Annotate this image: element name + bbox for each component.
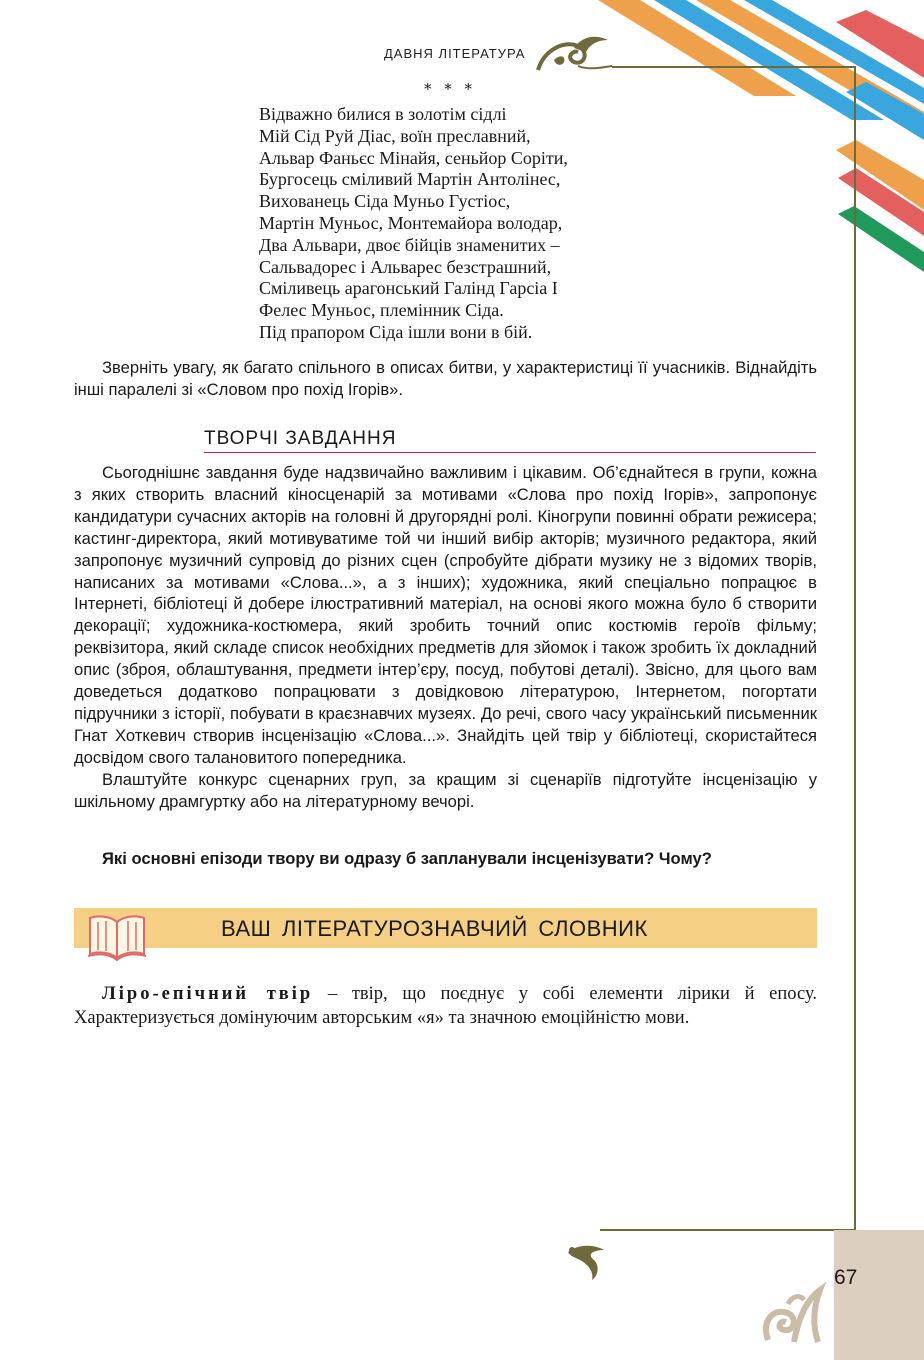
frame-bottom-line — [600, 1229, 856, 1231]
poem-line: Мартін Муньос, Монтемайора володар, — [259, 212, 563, 233]
frame-right-line — [854, 66, 856, 1231]
dictionary-title: ВАШ ЛІТЕРАТУРОЗНАВЧИЙ СЛОВНИК — [221, 916, 648, 941]
question-text: Які основні епізоди твору ви одразу б запланували інсценізувати? Чому? — [102, 849, 712, 868]
creative-tasks-body — [74, 462, 817, 813]
definition-term: Ліро-епічний твір — [102, 984, 314, 1004]
note-text: Зверніть увагу, як багато спільного в описах битви, у характеристиці її учасників. Віднайдіть інші паралелі зі «Словом про похід Ігорів». — [74, 358, 817, 399]
poem-line: Фелес Муньос, племінник Сіда. — [259, 300, 504, 321]
poem-line: Бургосець сміливий Мартін Антолінес, — [259, 169, 561, 190]
running-head: ДАВНЯ ЛІТЕРАТУРА — [384, 46, 526, 61]
poem-line: Під прапором Сіда ішли вони в бій. — [259, 321, 533, 342]
page-corner-block — [834, 1230, 924, 1360]
poem-line: Сміливець арагонський Галінд Гарсіа І — [259, 278, 558, 299]
poem-line: Мій Сід Руй Діас, воїн преславний, — [259, 125, 531, 146]
definition-text: твір, що поєднує у собі елементи лірики й епосу. Характеризується домінуючим авторським «я» та значною емоційністю мови. — [74, 984, 817, 1028]
open-book-icon — [86, 912, 148, 962]
poem — [259, 104, 679, 344]
poem-separator: * * * — [424, 80, 477, 98]
poem-line: Альвар Фаньєс Мінайя, сеньйор Соріти, — [259, 147, 568, 168]
page-number: 67 — [834, 1266, 858, 1289]
creative-tasks-paragraph: Влаштуйте конкурс сценарних груп, за кращим зі сценаріїв підготуйте інсценізацію у шкільному драмгуртку або на літературному вечорі. — [74, 769, 817, 811]
corner-swirl-icon — [758, 1280, 828, 1350]
note-paragraph — [74, 357, 817, 401]
definition — [74, 982, 817, 1030]
ornament-icon — [564, 1242, 614, 1282]
creative-tasks-paragraph: Сьогоднішнє завдання буде надзвичайно важливим і цікавим. Об’єднайтеся в групи, кожна з яких створить власний кіносценарій за мотивами «Слова про похід Ігорів», запропонує кандидатури сучасних акторів на головні й другорядні ролі. Кіногрупи повинні обрати режисера; кастинг-директора, який мотивуватиме той чи інший вибір акторів; музичного редактора, який запропонує музичний супровід до різних сцен (спробуйте дібрати музику не з відомих творів, написаних за мотивами «Слова...», а з інших); художника, який спеціально попрацює в Інтернеті, бібліотеці й добере ілюстративний матеріал, на основі якого можна було б створити декорації; художника-костюмера, який зробить точний опис костюмів героїв фільму; реквізитора, який складе список необхідних предметів для зйомок і також зробить їх докладний опис (зброя, облаштування, предмети інтер’єру, посуд, побутові деталі). Звісно, для цього вам доведеться додатково попрацювати з довідковою літературою, Інтернетом, погортати підручники з історії, побувати в краєзнавчих музеях. До речі, свого часу український письменник Гнат Хоткевич створив інсценізацію «Слова...». Знайдіть цей твір у бібліотеці, скористайтеся досвідом свого талановитого попередника. — [74, 463, 817, 767]
frame-top-line — [612, 66, 856, 68]
ornament-icon — [534, 30, 614, 74]
section-title-creative-tasks: ТВОРЧІ ЗАВДАННЯ — [204, 428, 397, 449]
poem-line: Відважно билися в золотім сідлі — [259, 104, 507, 124]
poem-line: Сальвадорес і Альварес безстрашний, — [259, 256, 552, 277]
section-rule — [204, 452, 816, 453]
definition-dash: – — [313, 984, 352, 1004]
poem-line: Вихованець Сіда Муньо Густіос, — [259, 191, 511, 212]
poem-line: Два Альвари, двоє бійців знаменитих – — [259, 234, 560, 255]
